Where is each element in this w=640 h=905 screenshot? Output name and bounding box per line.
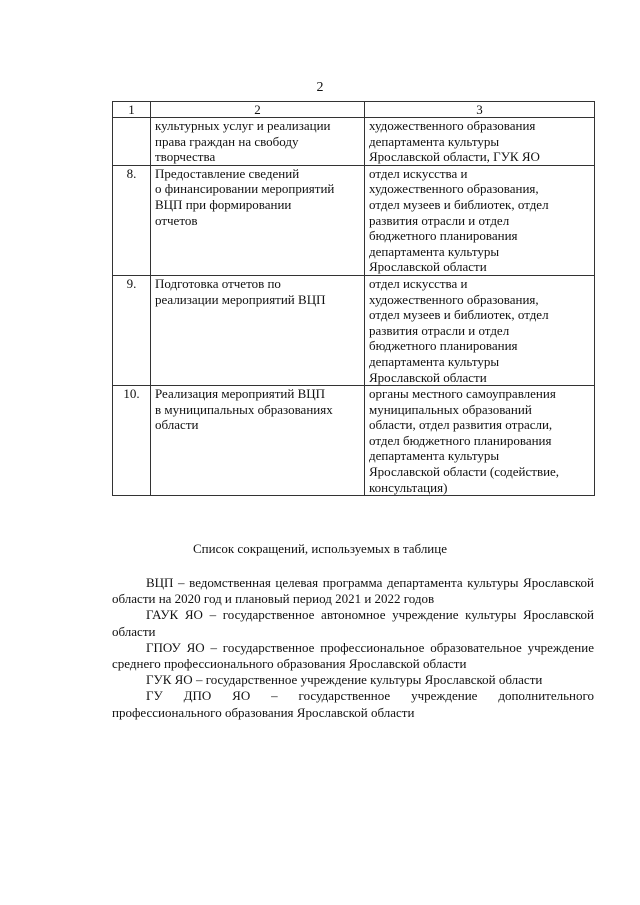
- row-number: 9.: [113, 275, 151, 385]
- table-row: [113, 386, 595, 496]
- row-number: [113, 118, 151, 166]
- row-number: 10.: [113, 386, 151, 496]
- table-header-row: [113, 102, 595, 118]
- column-header-activity: 2: [151, 102, 365, 118]
- abbreviation-item: ГПОУ ЯО – государственное профессиональное образовательное учреждение среднего профессионального образования Ярославской области: [112, 639, 594, 672]
- activity-cell: Реализация мероприятий ВЦП в муниципальных образованиях области: [151, 386, 365, 496]
- responsible-cell: отдел искусства и художественного образования, отдел музеев и библиотек, отдел развития отрасли и отдел бюджетного планирования департамента культуры Ярославской области: [365, 165, 595, 275]
- row-number: 8.: [113, 165, 151, 275]
- responsible-cell: отдел искусства и художественного образования, отдел музеев и библиотек, отдел развития отрасли и отдел бюджетного планирования департамента культуры Ярославской области: [365, 275, 595, 385]
- table-row: [113, 118, 595, 166]
- responsible-cell: органы местного самоуправления муниципальных образований области, отдел развития отрасли, отдел бюджетного планирования департамента культуры Ярославской области (содействие, консультация): [365, 386, 595, 496]
- activity-cell: Предоставление сведений о финансировании мероприятий ВЦП при формировании отчетов: [151, 165, 365, 275]
- table-row: [113, 165, 595, 275]
- column-header-number: 1: [113, 102, 151, 118]
- page-number: 2: [316, 80, 324, 95]
- abbreviation-item: ВЦП – ведомственная целевая программа департамента культуры Ярославской области на 2020 год и плановый период 2021 и 2022 годов: [112, 575, 594, 607]
- abbreviation-item: ГАУК ЯО – государственное автономное учреждение культуры Ярославской области: [112, 607, 594, 639]
- activity-cell: Подготовка отчетов по реализации мероприятий ВЦП: [151, 275, 365, 385]
- abbreviations-list: [112, 575, 594, 721]
- table-row: [113, 275, 595, 385]
- responsible-cell: художественного образования департамента культуры Ярославской области, ГУК ЯО: [365, 118, 595, 166]
- abbreviations-title: Список сокращений, используемых в таблице: [193, 541, 447, 556]
- activities-table: [112, 101, 595, 496]
- activity-cell: культурных услуг и реализации права граждан на свободу творчества: [151, 118, 365, 166]
- column-header-responsible: 3: [365, 102, 595, 118]
- abbreviation-item: ГУ ДПО ЯО – государственное учреждение дополнительного профессионального образования Ярославской области: [112, 688, 594, 720]
- abbreviation-item: ГУК ЯО – государственное учреждение культуры Ярославской области: [146, 672, 543, 688]
